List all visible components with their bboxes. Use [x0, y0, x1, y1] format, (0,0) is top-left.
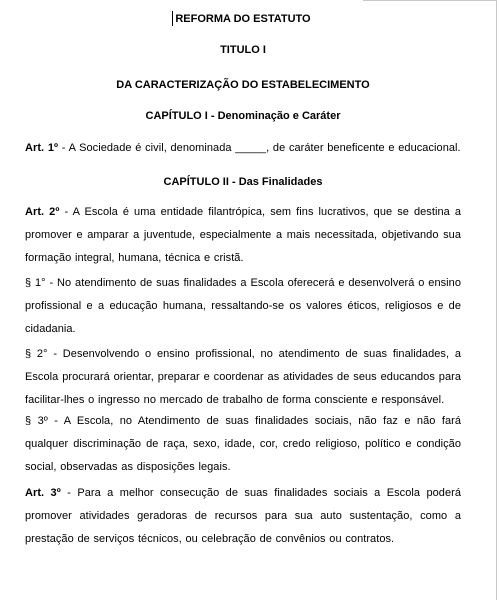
- article-3: [25, 482, 461, 552]
- titulo-heading: TITULO I: [220, 44, 266, 56]
- article-1: [25, 137, 461, 160]
- document-title: REFORMA DO ESTATUTO: [175, 13, 311, 25]
- page-right-edge: [496, 0, 497, 600]
- paragraph-3: § 3º - A Escola, no Atendimento de suas finalidades sociais, não faz e não fará qualquer discriminação de raça, sexo, idade, cor, credo religioso, político e condição social, observadas as disposições legais.: [25, 415, 461, 474]
- capitulo-1-heading: CAPÍTULO I - Denominação e Caráter: [145, 110, 341, 122]
- capitulo-2-heading: CAPÍTULO II - Das Finalidades: [163, 176, 323, 188]
- page-top-edge: [363, 0, 496, 1]
- article-2-text: - A Escola é uma entidade filantrópica, sem fins lucrativos, que se destina a promover e amparar a juventude, especialmente a mais necessitada, objetivando sua formação integral, humana, técnica e cristã.: [25, 206, 461, 265]
- article-1-text: - A Sociedade é civil, denominada _____, de caráter beneficente e educacional.: [58, 142, 461, 154]
- article-3-text: - Para a melhor consecução de suas finalidades sociais a Escola poderá promover atividades geradoras de recursos para sua auto sustentação, como a prestação de serviços técnicos, ou celebração de convênios ou contratos.: [25, 487, 462, 546]
- article-1-label: Art. 1º: [25, 142, 59, 154]
- article-2: [25, 201, 461, 271]
- paragraph-1: § 1° - No atendimento de suas finalidades a Escola oferecerá e desenvolverá o ensino profissional e a educação humana, ressaltando-se os valores éticos, religiosos e de cidadania.: [25, 277, 461, 336]
- paragraph-2: § 2° - Desenvolvendo o ensino profissional, no atendimento de suas finalidades, a Escola procurará orientar, preparar e coordenar as atividades de seus educandos para facilitar-lhes o ingresso no mercado de trabalho de forma consciente e responsável.: [25, 348, 461, 407]
- article-2-label: Art. 2º: [25, 206, 60, 218]
- caracterizacao-heading: DA CARACTERIZAÇÃO DO ESTABELECIMENTO: [116, 79, 370, 91]
- article-3-label: Art. 3º: [25, 487, 61, 499]
